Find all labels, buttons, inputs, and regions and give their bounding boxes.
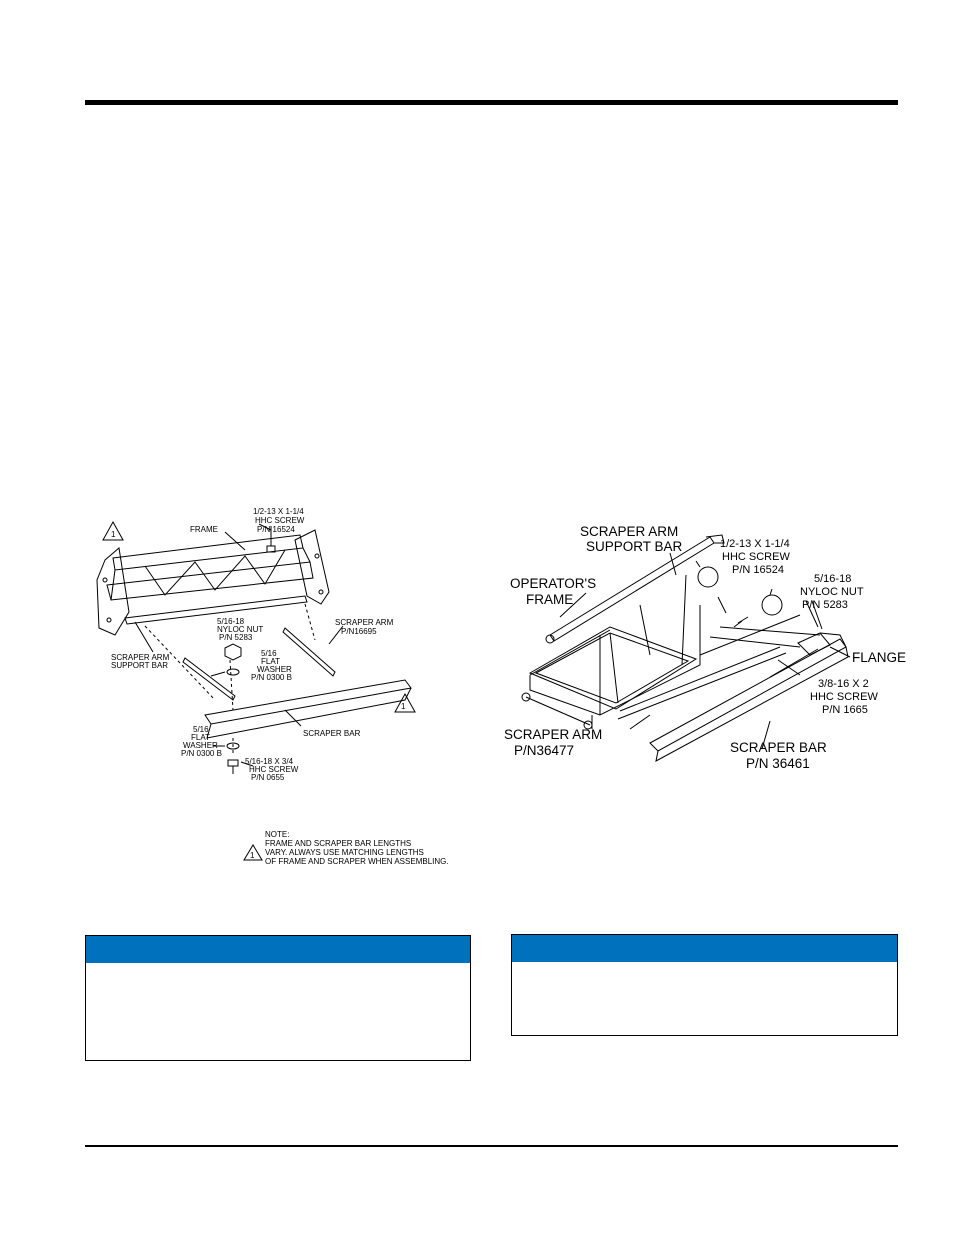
label-screw: 1/2-13 X 1-1/4 [720,538,790,550]
label-washer-top: 5/16 [261,649,277,658]
label-nut: P/N 5283 [802,599,848,611]
label-flange: FLANGE [852,650,907,665]
label-washer-bot: FLAT [191,733,210,742]
label-support-bar: SUPPORT BAR [111,661,169,670]
label-nut: 5/16-18 [217,617,245,626]
label-nut: NYLOC NUT [217,625,264,634]
label-support-bar: SCRAPER ARM [111,653,170,662]
callout-header-bar [512,935,897,962]
callout-number: 1 [401,702,406,711]
note-callout-number: 1 [250,851,255,860]
label-screw-top: HHC SCREW [255,516,305,525]
label-screw-bot: P/N 0655 [251,773,285,782]
label-screw2: HHC SCREW [810,691,878,703]
label-support-bar: SUPPORT BAR [586,539,683,554]
label-scraper-arm: SCRAPER ARM [504,727,603,742]
callout-header-bar [86,936,470,963]
label-scraper-arm: SCRAPER ARM [335,618,394,627]
left-assembly-diagram [85,500,475,880]
note-title: NOTE: [265,830,290,839]
note-line: VARY. ALWAYS USE MATCHING LENGTHS [265,848,424,857]
label-screw: P/N 16524 [732,564,784,576]
label-scraper-bar: P/N 36461 [746,756,810,771]
label-washer-bot: WASHER [183,741,218,750]
callout-number: 1 [111,530,116,539]
label-nut: 5/16-18 [814,573,852,585]
note-line: FRAME AND SCRAPER BAR LENGTHS [265,839,412,848]
label-screw2: P/N 1665 [822,704,868,716]
note-line: OF FRAME AND SCRAPER WHEN ASSEMBLING. [265,857,449,866]
footer-rule [85,1145,898,1147]
header-rule [85,100,898,105]
label-washer-top: P/N 0300 B [251,673,292,682]
label-scraper-bar: SCRAPER BAR [303,729,361,738]
label-washer-bot: 5/16 [193,725,209,734]
label-washer-bot: P/N 0300 B [181,749,222,758]
label-screw-top: P/N 16524 [257,525,295,534]
label-screw-bot: 5/16-18 X 3/4 [245,757,294,766]
label-washer-top: FLAT [261,657,280,666]
label-scraper-arm: P/N36477 [514,743,575,758]
label-screw: HHC SCREW [722,551,790,563]
label-operators-frame: OPERATOR'S [510,576,597,591]
callout-box [85,935,471,1061]
label-screw-top: 1/2-13 X 1-1/4 [253,507,304,516]
label-nut: P/N 5283 [219,633,253,642]
label-scraper-arm: P/N16695 [341,627,377,636]
label-nut: NYLOC NUT [800,586,864,598]
label-screw-bot: HHC SCREW [249,765,299,774]
label-washer-top: WASHER [257,665,292,674]
label-scraper-bar: SCRAPER BAR [730,740,827,755]
label-support-bar: SCRAPER ARM [580,524,679,539]
callout-box [511,934,898,1036]
label-frame: FRAME [190,525,218,534]
label-screw2: 3/8-16 X 2 [818,678,869,690]
right-assembly-diagram [500,515,910,780]
label-operators-frame: FRAME [526,592,574,607]
